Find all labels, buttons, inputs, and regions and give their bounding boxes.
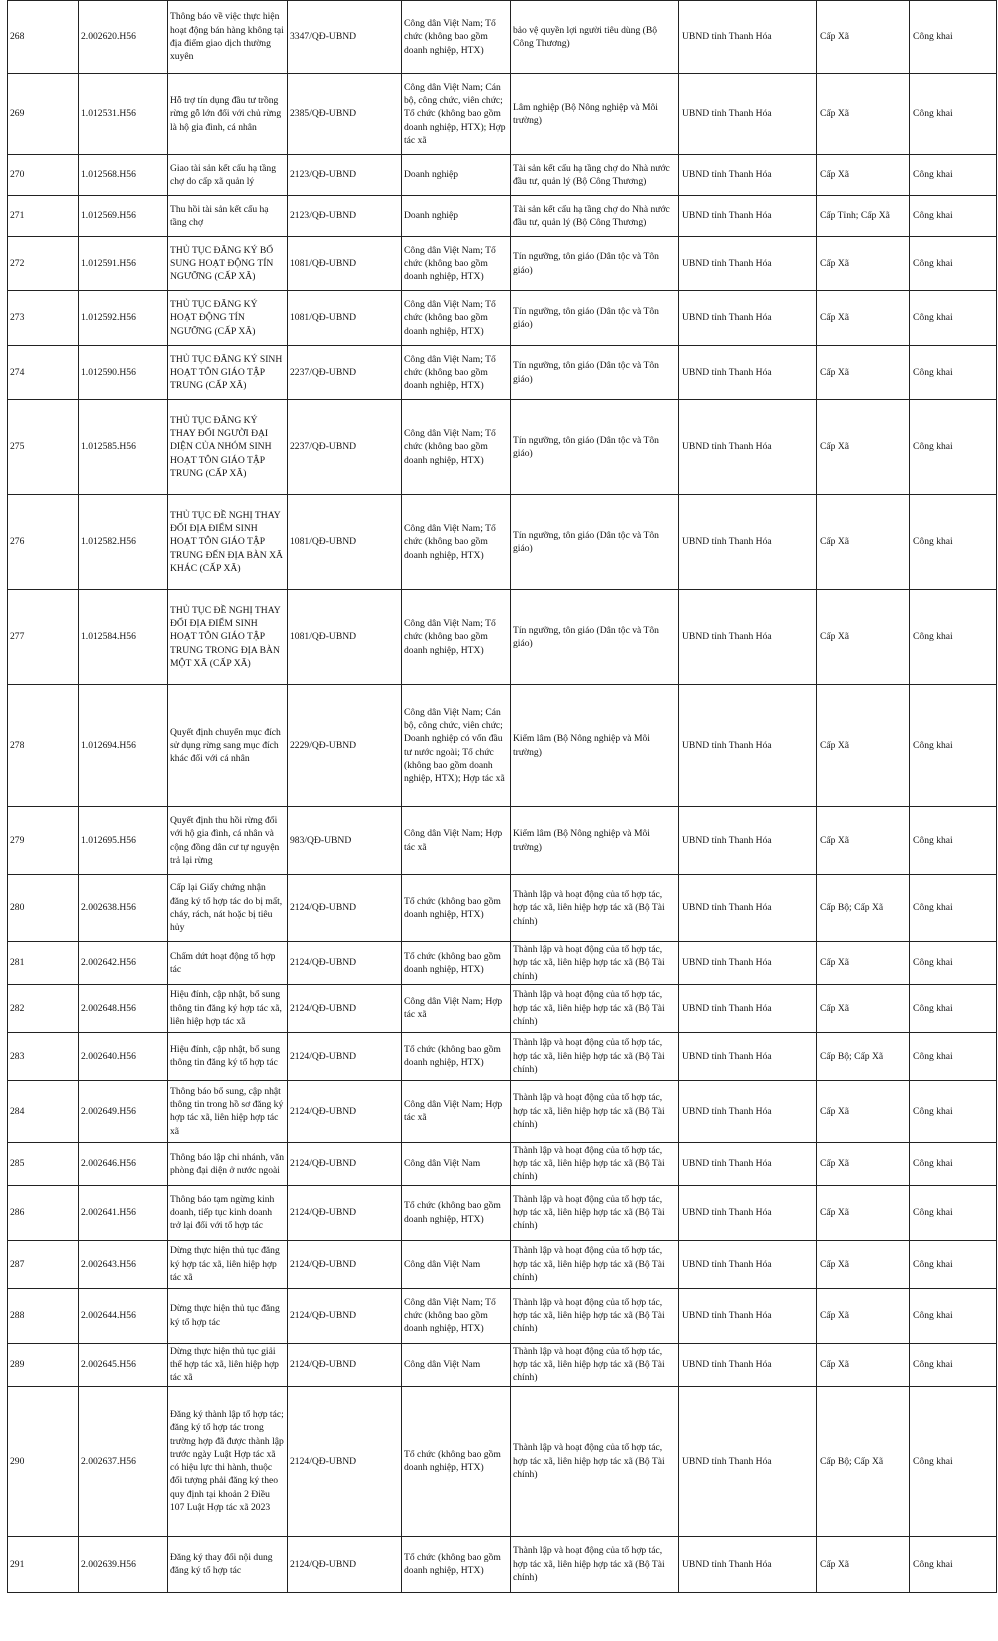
procedure-code-cell: 2.002642.H56 bbox=[79, 942, 168, 985]
status-cell: Công khai bbox=[910, 196, 997, 237]
level-cell: Cấp Xã bbox=[817, 1240, 910, 1288]
status-cell: Công khai bbox=[910, 1386, 997, 1536]
procedure-name-cell: THỦ TỤC ĐĂNG KÝ BỔ SUNG HOẠT ĐỘNG TÍN NGƯỠNG (CẤP XÃ) bbox=[168, 237, 288, 291]
agency-cell: UBND tỉnh Thanh Hóa bbox=[679, 1343, 817, 1386]
agency-cell: UBND tỉnh Thanh Hóa bbox=[679, 1142, 817, 1185]
procedures-table bbox=[7, 0, 997, 1593]
table-row bbox=[8, 1142, 997, 1185]
level-cell: Cấp Xã bbox=[817, 1536, 910, 1592]
decision-number-cell: 3347/QĐ-UBND bbox=[288, 1, 402, 74]
subject-cell: Công dân Việt Nam; Hợp tác xã bbox=[402, 984, 511, 1032]
decision-number-cell: 1081/QĐ-UBND bbox=[288, 291, 402, 346]
agency-cell: UBND tỉnh Thanh Hóa bbox=[679, 1386, 817, 1536]
status-cell: Công khai bbox=[910, 807, 997, 875]
field-cell: Thành lập và hoạt động của tổ hợp tác, hợp tác xã, liên hiệp hợp tác xã (Bộ Tài chính) bbox=[511, 1080, 679, 1142]
subject-cell: Công dân Việt Nam; Tổ chức (không bao gồm doanh nghiệp, HTX) bbox=[402, 1, 511, 74]
decision-number-cell: 2124/QĐ-UBND bbox=[288, 1080, 402, 1142]
table-row bbox=[8, 291, 997, 346]
field-cell: Tài sản kết cấu hạ tầng chợ do Nhà nước đầu tư, quản lý (Bộ Công Thương) bbox=[511, 155, 679, 196]
row-number-cell: 277 bbox=[8, 590, 79, 685]
agency-cell: UBND tỉnh Thanh Hóa bbox=[679, 1032, 817, 1080]
decision-number-cell: 2124/QĐ-UBND bbox=[288, 1288, 402, 1343]
table-row bbox=[8, 1032, 997, 1080]
subject-cell: Tổ chức (không bao gồm doanh nghiệp, HTX) bbox=[402, 1536, 511, 1592]
level-cell: Cấp Xã bbox=[817, 237, 910, 291]
procedure-code-cell: 2.002637.H56 bbox=[79, 1386, 168, 1536]
procedure-name-cell: Dừng thực hiện thủ tục giải thể hợp tác xã, liên hiệp hợp tác xã bbox=[168, 1343, 288, 1386]
row-number-cell: 278 bbox=[8, 685, 79, 807]
decision-number-cell: 2124/QĐ-UBND bbox=[288, 1536, 402, 1592]
status-cell: Công khai bbox=[910, 942, 997, 985]
agency-cell: UBND tỉnh Thanh Hóa bbox=[679, 400, 817, 495]
subject-cell: Tổ chức (không bao gồm doanh nghiệp, HTX) bbox=[402, 1032, 511, 1080]
level-cell: Cấp Xã bbox=[817, 400, 910, 495]
level-cell: Cấp Xã bbox=[817, 984, 910, 1032]
row-number-cell: 275 bbox=[8, 400, 79, 495]
row-number-cell: 270 bbox=[8, 155, 79, 196]
decision-number-cell: 2124/QĐ-UBND bbox=[288, 1032, 402, 1080]
agency-cell: UBND tỉnh Thanh Hóa bbox=[679, 1240, 817, 1288]
field-cell: Tín ngưỡng, tôn giáo (Dân tộc và Tôn giáo) bbox=[511, 590, 679, 685]
decision-number-cell: 1081/QĐ-UBND bbox=[288, 590, 402, 685]
row-number-cell: 289 bbox=[8, 1343, 79, 1386]
field-cell: Thành lập và hoạt động của tổ hợp tác, hợp tác xã, liên hiệp hợp tác xã (Bộ Tài chính) bbox=[511, 1142, 679, 1185]
subject-cell: Công dân Việt Nam; Hợp tác xã bbox=[402, 1080, 511, 1142]
field-cell: Thành lập và hoạt động của tổ hợp tác, hợp tác xã, liên hiệp hợp tác xã (Bộ Tài chính) bbox=[511, 1343, 679, 1386]
level-cell: Cấp Xã bbox=[817, 685, 910, 807]
field-cell: Thành lập và hoạt động của tổ hợp tác, hợp tác xã, liên hiệp hợp tác xã (Bộ Tài chính) bbox=[511, 1288, 679, 1343]
subject-cell: Công dân Việt Nam; Tổ chức (không bao gồm doanh nghiệp, HTX) bbox=[402, 590, 511, 685]
subject-cell: Tổ chức (không bao gồm doanh nghiệp, HTX) bbox=[402, 1185, 511, 1240]
row-number-cell: 288 bbox=[8, 1288, 79, 1343]
row-number-cell: 279 bbox=[8, 807, 79, 875]
field-cell: Thành lập và hoạt động của tổ hợp tác, hợp tác xã, liên hiệp hợp tác xã (Bộ Tài chính) bbox=[511, 875, 679, 942]
status-cell: Công khai bbox=[910, 155, 997, 196]
subject-cell: Doanh nghiệp bbox=[402, 196, 511, 237]
agency-cell: UBND tỉnh Thanh Hóa bbox=[679, 495, 817, 590]
table-row bbox=[8, 1288, 997, 1343]
status-cell: Công khai bbox=[910, 495, 997, 590]
level-cell: Cấp Xã bbox=[817, 495, 910, 590]
procedure-name-cell: THỦ TỤC ĐỀ NGHỊ THAY ĐỔI ĐỊA ĐIỂM SINH HOẠT TÔN GIÁO TẬP TRUNG TRONG ĐỊA BÀN MỘT XÃ (CẤP XÃ) bbox=[168, 590, 288, 685]
decision-number-cell: 1081/QĐ-UBND bbox=[288, 495, 402, 590]
table-row bbox=[8, 875, 997, 942]
field-cell: bảo vệ quyền lợi người tiêu dùng (Bộ Công Thương) bbox=[511, 1, 679, 74]
procedure-name-cell: Thông báo tạm ngừng kinh doanh, tiếp tục kinh doanh trở lại đối với tổ hợp tác bbox=[168, 1185, 288, 1240]
procedure-name-cell: THỦ TỤC ĐĂNG KÝ SINH HOẠT TÔN GIÁO TẬP TRUNG (CẤP XÃ) bbox=[168, 346, 288, 400]
table-row bbox=[8, 807, 997, 875]
field-cell: Lâm nghiệp (Bộ Nông nghiệp và Môi trường) bbox=[511, 74, 679, 155]
agency-cell: UBND tỉnh Thanh Hóa bbox=[679, 1080, 817, 1142]
procedure-code-cell: 1.012585.H56 bbox=[79, 400, 168, 495]
subject-cell: Tổ chức (không bao gồm doanh nghiệp, HTX) bbox=[402, 1386, 511, 1536]
table-row bbox=[8, 495, 997, 590]
procedure-code-cell: 1.012590.H56 bbox=[79, 346, 168, 400]
row-number-cell: 281 bbox=[8, 942, 79, 985]
agency-cell: UBND tỉnh Thanh Hóa bbox=[679, 237, 817, 291]
table-row bbox=[8, 1, 997, 74]
level-cell: Cấp Xã bbox=[817, 155, 910, 196]
row-number-cell: 268 bbox=[8, 1, 79, 74]
row-number-cell: 283 bbox=[8, 1032, 79, 1080]
procedure-code-cell: 2.002644.H56 bbox=[79, 1288, 168, 1343]
procedure-code-cell: 1.012592.H56 bbox=[79, 291, 168, 346]
procedure-name-cell: Hiệu đính, cập nhật, bổ sung thông tin đăng ký tổ hợp tác bbox=[168, 1032, 288, 1080]
table-row bbox=[8, 1185, 997, 1240]
decision-number-cell: 2229/QĐ-UBND bbox=[288, 685, 402, 807]
level-cell: Cấp Xã bbox=[817, 807, 910, 875]
decision-number-cell: 2123/QĐ-UBND bbox=[288, 196, 402, 237]
row-number-cell: 269 bbox=[8, 74, 79, 155]
decision-number-cell: 2124/QĐ-UBND bbox=[288, 1185, 402, 1240]
status-cell: Công khai bbox=[910, 291, 997, 346]
procedure-name-cell: Thông báo về việc thực hiện hoạt động bán hàng không tại địa điểm giao dịch thường xuyên bbox=[168, 1, 288, 74]
status-cell: Công khai bbox=[910, 984, 997, 1032]
agency-cell: UBND tỉnh Thanh Hóa bbox=[679, 346, 817, 400]
agency-cell: UBND tỉnh Thanh Hóa bbox=[679, 875, 817, 942]
procedure-code-cell: 1.012694.H56 bbox=[79, 685, 168, 807]
procedure-code-cell: 1.012531.H56 bbox=[79, 74, 168, 155]
procedure-code-cell: 2.002646.H56 bbox=[79, 1142, 168, 1185]
level-cell: Cấp Bộ; Cấp Xã bbox=[817, 875, 910, 942]
field-cell: Tín ngưỡng, tôn giáo (Dân tộc và Tôn giáo) bbox=[511, 495, 679, 590]
subject-cell: Công dân Việt Nam bbox=[402, 1142, 511, 1185]
procedure-code-cell: 2.002649.H56 bbox=[79, 1080, 168, 1142]
field-cell: Kiểm lâm (Bộ Nông nghiệp và Môi trường) bbox=[511, 807, 679, 875]
field-cell: Tín ngưỡng, tôn giáo (Dân tộc và Tôn giáo) bbox=[511, 346, 679, 400]
level-cell: Cấp Xã bbox=[817, 942, 910, 985]
field-cell: Kiểm lâm (Bộ Nông nghiệp và Môi trường) bbox=[511, 685, 679, 807]
agency-cell: UBND tỉnh Thanh Hóa bbox=[679, 942, 817, 985]
procedure-code-cell: 1.012591.H56 bbox=[79, 237, 168, 291]
table-row bbox=[8, 1080, 997, 1142]
decision-number-cell: 2237/QĐ-UBND bbox=[288, 346, 402, 400]
decision-number-cell: 2124/QĐ-UBND bbox=[288, 1240, 402, 1288]
procedure-code-cell: 2.002620.H56 bbox=[79, 1, 168, 74]
level-cell: Cấp Xã bbox=[817, 1185, 910, 1240]
level-cell: Cấp Xã bbox=[817, 1343, 910, 1386]
row-number-cell: 291 bbox=[8, 1536, 79, 1592]
table-row bbox=[8, 74, 997, 155]
procedure-name-cell: THỦ TỤC ĐĂNG KÝ THAY ĐỔI NGƯỜI ĐẠI DIỆN CỦA NHÓM SINH HOẠT TÔN GIÁO TẬP TRUNG (CẤP XÃ) bbox=[168, 400, 288, 495]
procedure-code-cell: 2.002643.H56 bbox=[79, 1240, 168, 1288]
procedure-name-cell: Giao tài sản kết cấu hạ tầng chợ do cấp xã quản lý bbox=[168, 155, 288, 196]
table-row bbox=[8, 984, 997, 1032]
procedure-name-cell: Thông báo lập chi nhánh, văn phòng đại diện ở nước ngoài bbox=[168, 1142, 288, 1185]
row-number-cell: 286 bbox=[8, 1185, 79, 1240]
procedure-code-cell: 2.002639.H56 bbox=[79, 1536, 168, 1592]
status-cell: Công khai bbox=[910, 1142, 997, 1185]
field-cell: Tín ngưỡng, tôn giáo (Dân tộc và Tôn giáo) bbox=[511, 400, 679, 495]
subject-cell: Công dân Việt Nam; Tổ chức (không bao gồm doanh nghiệp, HTX) bbox=[402, 346, 511, 400]
procedure-code-cell: 1.012568.H56 bbox=[79, 155, 168, 196]
procedure-name-cell: Chấm dứt hoạt động tổ hợp tác bbox=[168, 942, 288, 985]
table-row bbox=[8, 155, 997, 196]
row-number-cell: 290 bbox=[8, 1386, 79, 1536]
status-cell: Công khai bbox=[910, 1240, 997, 1288]
row-number-cell: 284 bbox=[8, 1080, 79, 1142]
decision-number-cell: 2385/QĐ-UBND bbox=[288, 74, 402, 155]
decision-number-cell: 983/QĐ-UBND bbox=[288, 807, 402, 875]
decision-number-cell: 2124/QĐ-UBND bbox=[288, 942, 402, 985]
subject-cell: Công dân Việt Nam; Tổ chức (không bao gồm doanh nghiệp, HTX) bbox=[402, 237, 511, 291]
procedure-name-cell: Thu hồi tài sản kết cấu hạ tầng chợ bbox=[168, 196, 288, 237]
procedure-name-cell: Dừng thực hiện thủ tục đăng ký tổ hợp tác bbox=[168, 1288, 288, 1343]
level-cell: Cấp Xã bbox=[817, 1142, 910, 1185]
procedure-name-cell: Hỗ trợ tín dụng đầu tư trồng rừng gỗ lớn đối với chủ rừng là hộ gia đình, cá nhân bbox=[168, 74, 288, 155]
subject-cell: Tổ chức (không bao gồm doanh nghiệp, HTX) bbox=[402, 875, 511, 942]
procedure-name-cell: Thông báo bổ sung, cập nhật thông tin trong hồ sơ đăng ký hợp tác xã, liên hiệp hợp tác xã bbox=[168, 1080, 288, 1142]
status-cell: Công khai bbox=[910, 400, 997, 495]
level-cell: Cấp Xã bbox=[817, 1288, 910, 1343]
level-cell: Cấp Bộ; Cấp Xã bbox=[817, 1386, 910, 1536]
agency-cell: UBND tỉnh Thanh Hóa bbox=[679, 1288, 817, 1343]
status-cell: Công khai bbox=[910, 1343, 997, 1386]
procedure-name-cell: Cấp lại Giấy chứng nhận đăng ký tổ hợp tác do bị mất, cháy, rách, nát hoặc bị tiêu hủy bbox=[168, 875, 288, 942]
procedure-code-cell: 2.002648.H56 bbox=[79, 984, 168, 1032]
agency-cell: UBND tỉnh Thanh Hóa bbox=[679, 196, 817, 237]
procedure-code-cell: 1.012582.H56 bbox=[79, 495, 168, 590]
subject-cell: Công dân Việt Nam; Tổ chức (không bao gồm doanh nghiệp, HTX) bbox=[402, 1288, 511, 1343]
agency-cell: UBND tỉnh Thanh Hóa bbox=[679, 291, 817, 346]
procedure-code-cell: 2.002645.H56 bbox=[79, 1343, 168, 1386]
status-cell: Công khai bbox=[910, 237, 997, 291]
level-cell: Cấp Xã bbox=[817, 1, 910, 74]
status-cell: Công khai bbox=[910, 1536, 997, 1592]
table-row bbox=[8, 685, 997, 807]
subject-cell: Tổ chức (không bao gồm doanh nghiệp, HTX) bbox=[402, 942, 511, 985]
status-cell: Công khai bbox=[910, 1032, 997, 1080]
agency-cell: UBND tỉnh Thanh Hóa bbox=[679, 74, 817, 155]
procedure-code-cell: 2.002640.H56 bbox=[79, 1032, 168, 1080]
table-row bbox=[8, 590, 997, 685]
row-number-cell: 276 bbox=[8, 495, 79, 590]
procedure-name-cell: Quyết định chuyển mục đích sử dụng rừng sang mục đích khác đối với cá nhân bbox=[168, 685, 288, 807]
table-row bbox=[8, 1240, 997, 1288]
level-cell: Cấp Bộ; Cấp Xã bbox=[817, 1032, 910, 1080]
agency-cell: UBND tỉnh Thanh Hóa bbox=[679, 984, 817, 1032]
field-cell: Thành lập và hoạt động của tổ hợp tác, hợp tác xã, liên hiệp hợp tác xã (Bộ Tài chính) bbox=[511, 1386, 679, 1536]
level-cell: Cấp Tỉnh; Cấp Xã bbox=[817, 196, 910, 237]
decision-number-cell: 2124/QĐ-UBND bbox=[288, 1142, 402, 1185]
table-row bbox=[8, 942, 997, 985]
field-cell: Thành lập và hoạt động của tổ hợp tác, hợp tác xã, liên hiệp hợp tác xã (Bộ Tài chính) bbox=[511, 1240, 679, 1288]
status-cell: Công khai bbox=[910, 1, 997, 74]
table-row bbox=[8, 1536, 997, 1592]
status-cell: Công khai bbox=[910, 346, 997, 400]
subject-cell: Công dân Việt Nam bbox=[402, 1240, 511, 1288]
table-row bbox=[8, 400, 997, 495]
agency-cell: UBND tỉnh Thanh Hóa bbox=[679, 590, 817, 685]
field-cell: Tín ngưỡng, tôn giáo (Dân tộc và Tôn giáo) bbox=[511, 237, 679, 291]
field-cell: Tín ngưỡng, tôn giáo (Dân tộc và Tôn giáo) bbox=[511, 291, 679, 346]
level-cell: Cấp Xã bbox=[817, 1080, 910, 1142]
status-cell: Công khai bbox=[910, 1185, 997, 1240]
level-cell: Cấp Xã bbox=[817, 291, 910, 346]
decision-number-cell: 2124/QĐ-UBND bbox=[288, 1386, 402, 1536]
status-cell: Công khai bbox=[910, 74, 997, 155]
procedure-code-cell: 1.012695.H56 bbox=[79, 807, 168, 875]
agency-cell: UBND tỉnh Thanh Hóa bbox=[679, 807, 817, 875]
row-number-cell: 287 bbox=[8, 1240, 79, 1288]
row-number-cell: 282 bbox=[8, 984, 79, 1032]
table-row bbox=[8, 237, 997, 291]
field-cell: Thành lập và hoạt động của tổ hợp tác, hợp tác xã, liên hiệp hợp tác xã (Bộ Tài chính) bbox=[511, 1032, 679, 1080]
procedure-name-cell: Hiệu đính, cập nhật, bổ sung thông tin đăng ký hợp tác xã, liên hiệp hợp tác xã bbox=[168, 984, 288, 1032]
row-number-cell: 271 bbox=[8, 196, 79, 237]
field-cell: Thành lập và hoạt động của tổ hợp tác, hợp tác xã, liên hiệp hợp tác xã (Bộ Tài chính) bbox=[511, 1185, 679, 1240]
decision-number-cell: 1081/QĐ-UBND bbox=[288, 237, 402, 291]
procedure-code-cell: 2.002641.H56 bbox=[79, 1185, 168, 1240]
procedure-name-cell: THỦ TỤC ĐỀ NGHỊ THAY ĐỔI ĐỊA ĐIỂM SINH HOẠT TÔN GIÁO TẬP TRUNG ĐẾN ĐỊA BÀN XÃ KHÁC (CẤP XÃ) bbox=[168, 495, 288, 590]
procedure-name-cell: Đăng ký thành lập tổ hợp tác; đăng ký tổ hợp tác trong trường hợp đã được thành lập trước ngày Luật Hợp tác xã có hiệu lực thi hành, thuộc đối tượng phải đăng ký theo quy định tại khoản 2 Điều 107 Luật Hợp tác xã 2023 bbox=[168, 1386, 288, 1536]
status-cell: Công khai bbox=[910, 1288, 997, 1343]
decision-number-cell: 2237/QĐ-UBND bbox=[288, 400, 402, 495]
subject-cell: Doanh nghiệp bbox=[402, 155, 511, 196]
decision-number-cell: 2123/QĐ-UBND bbox=[288, 155, 402, 196]
procedure-name-cell: Đăng ký thay đổi nội dung đăng ký tổ hợp tác bbox=[168, 1536, 288, 1592]
subject-cell: Công dân Việt Nam; Cán bộ, công chức, viên chức; Tổ chức (không bao gồm doanh nghiệp, HTX); Hợp tác xã bbox=[402, 74, 511, 155]
subject-cell: Công dân Việt Nam; Tổ chức (không bao gồm doanh nghiệp, HTX) bbox=[402, 291, 511, 346]
row-number-cell: 285 bbox=[8, 1142, 79, 1185]
status-cell: Công khai bbox=[910, 685, 997, 807]
level-cell: Cấp Xã bbox=[817, 346, 910, 400]
table-row bbox=[8, 1343, 997, 1386]
status-cell: Công khai bbox=[910, 875, 997, 942]
agency-cell: UBND tỉnh Thanh Hóa bbox=[679, 155, 817, 196]
subject-cell: Công dân Việt Nam bbox=[402, 1343, 511, 1386]
subject-cell: Công dân Việt Nam; Hợp tác xã bbox=[402, 807, 511, 875]
decision-number-cell: 2124/QĐ-UBND bbox=[288, 1343, 402, 1386]
status-cell: Công khai bbox=[910, 590, 997, 685]
row-number-cell: 272 bbox=[8, 237, 79, 291]
row-number-cell: 274 bbox=[8, 346, 79, 400]
agency-cell: UBND tỉnh Thanh Hóa bbox=[679, 1, 817, 74]
procedure-code-cell: 1.012569.H56 bbox=[79, 196, 168, 237]
table-row bbox=[8, 196, 997, 237]
agency-cell: UBND tỉnh Thanh Hóa bbox=[679, 1185, 817, 1240]
level-cell: Cấp Xã bbox=[817, 590, 910, 685]
agency-cell: UBND tỉnh Thanh Hóa bbox=[679, 685, 817, 807]
procedure-code-cell: 2.002638.H56 bbox=[79, 875, 168, 942]
procedure-name-cell: Dừng thực hiện thủ tục đăng ký hợp tác xã, liên hiệp hợp tác xã bbox=[168, 1240, 288, 1288]
procedure-name-cell: THỦ TỤC ĐĂNG KÝ HOẠT ĐỘNG TÍN NGƯỠNG (CẤP XÃ) bbox=[168, 291, 288, 346]
field-cell: Thành lập và hoạt động của tổ hợp tác, hợp tác xã, liên hiệp hợp tác xã (Bộ Tài chính) bbox=[511, 1536, 679, 1592]
procedure-name-cell: Quyết định thu hồi rừng đối với hộ gia đình, cá nhân và cộng đồng dân cư tự nguyện trả lại rừng bbox=[168, 807, 288, 875]
agency-cell: UBND tỉnh Thanh Hóa bbox=[679, 1536, 817, 1592]
subject-cell: Công dân Việt Nam; Tổ chức (không bao gồm doanh nghiệp, HTX) bbox=[402, 495, 511, 590]
field-cell: Tài sản kết cấu hạ tầng chợ do Nhà nước đầu tư, quản lý (Bộ Công Thương) bbox=[511, 196, 679, 237]
procedure-code-cell: 1.012584.H56 bbox=[79, 590, 168, 685]
table-row bbox=[8, 346, 997, 400]
row-number-cell: 280 bbox=[8, 875, 79, 942]
status-cell: Công khai bbox=[910, 1080, 997, 1142]
field-cell: Thành lập và hoạt động của tổ hợp tác, hợp tác xã, liên hiệp hợp tác xã (Bộ Tài chính) bbox=[511, 942, 679, 985]
level-cell: Cấp Xã bbox=[817, 74, 910, 155]
row-number-cell: 273 bbox=[8, 291, 79, 346]
table-row bbox=[8, 1386, 997, 1536]
decision-number-cell: 2124/QĐ-UBND bbox=[288, 984, 402, 1032]
field-cell: Thành lập và hoạt động của tổ hợp tác, hợp tác xã, liên hiệp hợp tác xã (Bộ Tài chính) bbox=[511, 984, 679, 1032]
decision-number-cell: 2124/QĐ-UBND bbox=[288, 875, 402, 942]
subject-cell: Công dân Việt Nam; Cán bộ, công chức, viên chức; Doanh nghiệp có vốn đầu tư nước ngoài; Tổ chức (không bao gồm doanh nghiệp, HTX); Hợp tác xã bbox=[402, 685, 511, 807]
subject-cell: Công dân Việt Nam; Tổ chức (không bao gồm doanh nghiệp, HTX) bbox=[402, 400, 511, 495]
